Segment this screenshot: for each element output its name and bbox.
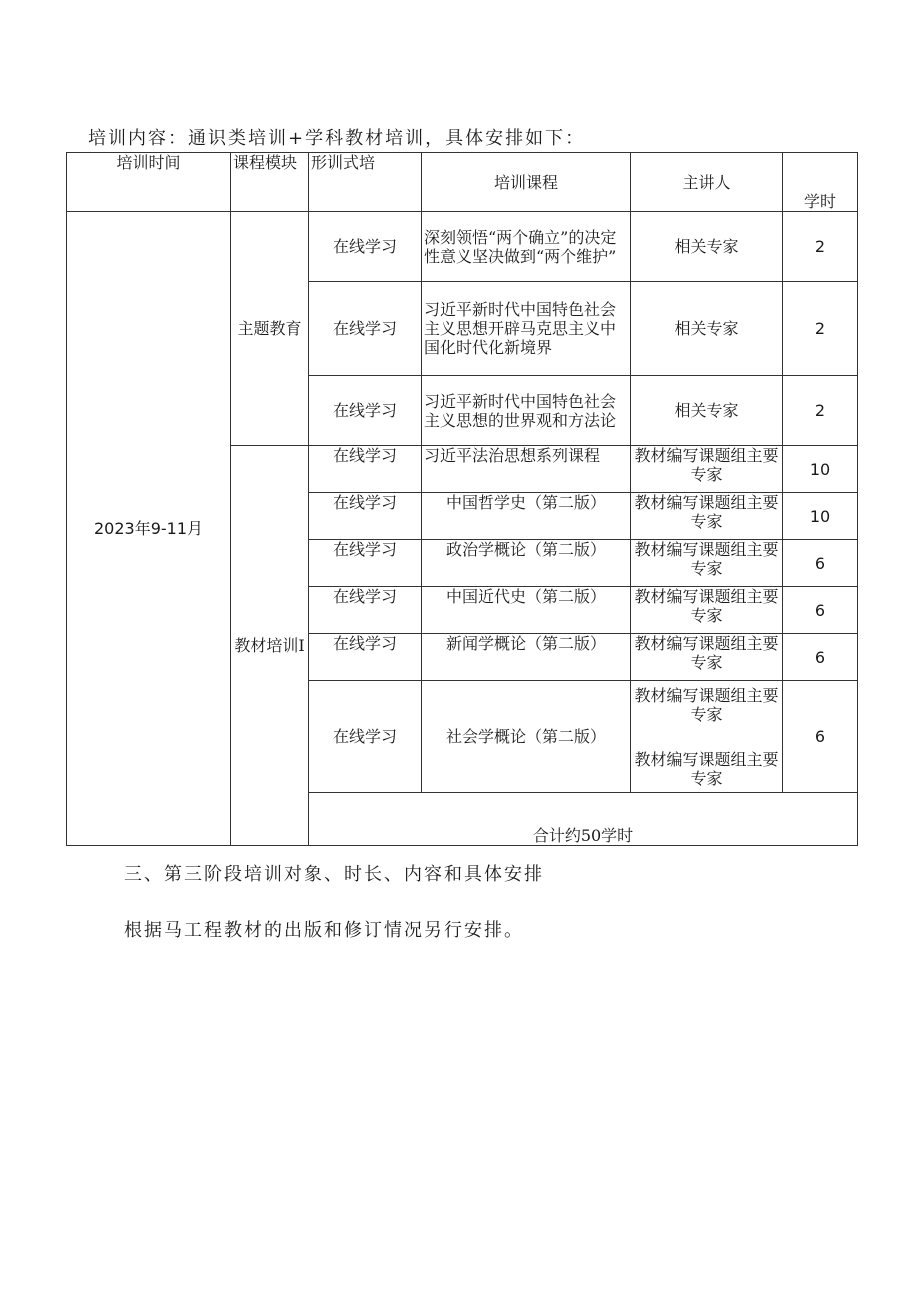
header-module: 课程模块 xyxy=(231,153,309,212)
hours-cell: 6 xyxy=(783,587,858,634)
hours-cell: 2 xyxy=(783,376,858,446)
form-cell: 在线学习 xyxy=(309,634,422,681)
lecturer-line: 教材编写课题组主要专家 xyxy=(634,749,779,788)
header-hours: 学时 xyxy=(783,153,858,212)
header-time: 培训时间 xyxy=(67,153,231,212)
lecturer-cell: 教材编写课题组主要专家 xyxy=(631,446,783,493)
module-textbook: 教材培训I xyxy=(231,446,309,846)
course-cell: 政治学概论（第二版） xyxy=(422,540,631,587)
header-lecturer: 主讲人 xyxy=(631,153,783,212)
section3-note: 根据马工程教材的出版和修订情况另行安排。 xyxy=(124,920,524,941)
form-cell: 在线学习 xyxy=(309,282,422,376)
lecturer-cell: 教材编写课题组主要专家 xyxy=(631,634,783,681)
course-cell: 中国哲学史（第二版） xyxy=(422,493,631,540)
schedule-table xyxy=(66,152,858,846)
form-cell: 在线学习 xyxy=(309,212,422,282)
header-row xyxy=(67,153,858,212)
lecturer-cell: 相关专家 xyxy=(631,212,783,282)
form-cell: 在线学习 xyxy=(309,493,422,540)
hours-cell: 6 xyxy=(783,681,858,793)
form-cell: 在线学习 xyxy=(309,446,422,493)
section3-title: 三、第三阶段培训对象、时长、内容和具体安排 xyxy=(124,864,544,885)
header-form: 形训式培 xyxy=(309,153,422,212)
intro-text: 培训内容：通识类培训+学科教材培训，具体安排如下： xyxy=(88,128,586,149)
form-cell: 在线学习 xyxy=(309,587,422,634)
hours-cell: 2 xyxy=(783,282,858,376)
hours-cell: 2 xyxy=(783,212,858,282)
course-cell: 习近平新时代中国特色社会主义思想开辟马克思主义中国化时代化新境界 xyxy=(422,282,631,376)
course-cell: 深刻领悟“两个确立”的决定性意义坚决做到“两个维护” xyxy=(422,212,631,282)
lecturer-cell: 相关专家 xyxy=(631,376,783,446)
lecturer-cell: 教材编写课题组主要专家 xyxy=(631,493,783,540)
header-course: 培训课程 xyxy=(422,153,631,212)
module-theme: 主题教育 xyxy=(231,212,309,446)
hours-cell: 6 xyxy=(783,634,858,681)
hours-cell: 10 xyxy=(783,493,858,540)
course-cell: 习近平新时代中国特色社会主义思想的世界观和方法论 xyxy=(422,376,631,446)
hours-cell: 6 xyxy=(783,540,858,587)
training-time: 2023年9-11月 xyxy=(67,212,231,846)
hours-cell: 10 xyxy=(783,446,858,493)
course-cell: 社会学概论（第二版） xyxy=(422,681,631,793)
lecturer-line: 教材编写课题组主要专家 xyxy=(634,685,779,724)
lecturer-cell: 相关专家 xyxy=(631,282,783,376)
lecturer-cell xyxy=(631,681,783,793)
course-cell: 新闻学概论（第二版） xyxy=(422,634,631,681)
lecturer-cell: 教材编写课题组主要专家 xyxy=(631,540,783,587)
course-cell: 习近平法治思想系列课程 xyxy=(422,446,631,493)
form-cell: 在线学习 xyxy=(309,540,422,587)
lecturer-cell: 教材编写课题组主要专家 xyxy=(631,587,783,634)
table-row xyxy=(67,212,858,282)
form-cell: 在线学习 xyxy=(309,681,422,793)
lecturer-spacer xyxy=(633,724,780,750)
form-cell: 在线学习 xyxy=(309,376,422,446)
course-cell: 中国近代史（第二版） xyxy=(422,587,631,634)
total-hours: 合计约50学时 xyxy=(309,793,858,846)
